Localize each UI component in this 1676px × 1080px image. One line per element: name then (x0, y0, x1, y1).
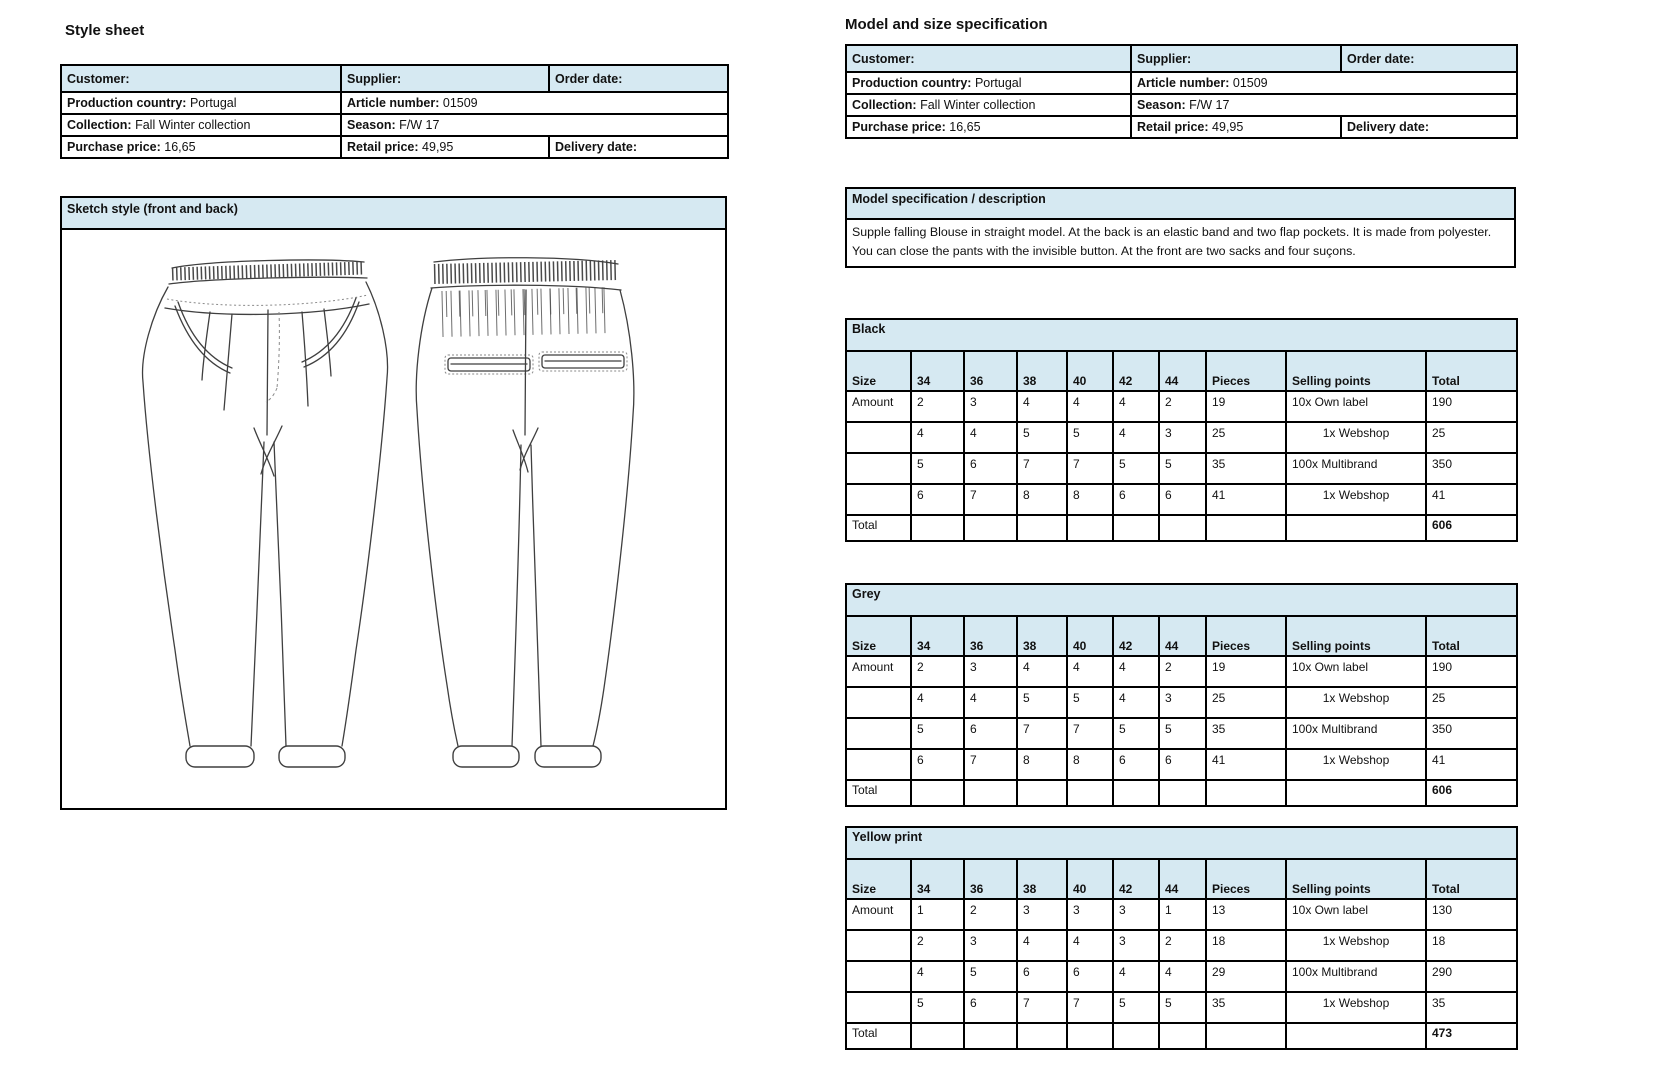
column-header: 34 (911, 859, 964, 899)
selling-points-cell: 1x Webshop (1286, 930, 1426, 961)
column-header-row (846, 616, 1517, 656)
row-label-cell: Amount (846, 899, 911, 930)
retail-price-cell: Retail price: 49,95 (341, 136, 549, 158)
size-amount-cell: 6 (1017, 961, 1067, 992)
size-amount-cell: 4 (1159, 961, 1206, 992)
row-label-cell (846, 687, 911, 718)
row-label-cell (846, 930, 911, 961)
column-header: Selling points (1286, 859, 1426, 899)
empty-cell (1159, 515, 1206, 541)
size-amount-cell: 4 (1113, 656, 1159, 687)
column-header: Size (846, 616, 911, 656)
size-amount-cell: 5 (1017, 422, 1067, 453)
customer-cell (846, 45, 1131, 72)
size-amount-cell: 4 (1067, 656, 1113, 687)
size-amount-cell: 8 (1067, 484, 1113, 515)
column-header-row (846, 351, 1517, 391)
pieces-cell: 35 (1206, 992, 1286, 1023)
order-date-cell (1341, 45, 1517, 72)
table-row (846, 749, 1517, 780)
pieces-cell: 41 (1206, 484, 1286, 515)
size-amount-cell: 3 (964, 391, 1017, 422)
column-header: 44 (1159, 351, 1206, 391)
size-amount-cell: 3 (1113, 930, 1159, 961)
total-cell: 190 (1426, 656, 1517, 687)
delivery-date-cell (549, 136, 728, 158)
column-header: 42 (1113, 859, 1159, 899)
empty-cell (1286, 780, 1426, 806)
order-info-table-left (60, 64, 729, 159)
color-name-row (846, 319, 1517, 351)
collection-value: Fall Winter collection (135, 118, 251, 132)
selling-points-cell: 100x Multibrand (1286, 961, 1426, 992)
pieces-cell: 35 (1206, 718, 1286, 749)
empty-cell (911, 1023, 964, 1049)
selling-points-cell: 1x Webshop (1286, 687, 1426, 718)
selling-points-cell: 10x Own label (1286, 656, 1426, 687)
grand-total-cell: 606 (1426, 780, 1517, 806)
supplier-label: Supplier: (1137, 51, 1192, 66)
size-amount-cell: 2 (911, 930, 964, 961)
size-amount-cell: 6 (1113, 484, 1159, 515)
size-amount-cell: 5 (964, 961, 1017, 992)
size-amount-cell: 6 (964, 718, 1017, 749)
table-row (846, 116, 1517, 138)
size-amount-cell: 3 (1017, 899, 1067, 930)
total-cell: 130 (1426, 899, 1517, 930)
row-label-cell (846, 961, 911, 992)
empty-cell (1206, 780, 1286, 806)
order-date-label: Order date: (1347, 51, 1415, 66)
size-amount-cell: 6 (1113, 749, 1159, 780)
style-sheet-section (60, 22, 727, 810)
row-label-cell (846, 749, 911, 780)
column-header: 42 (1113, 351, 1159, 391)
model-description-title: Model specification / description (845, 187, 1516, 220)
sketch-box (60, 196, 727, 810)
table-row (61, 92, 728, 114)
column-header: Pieces (1206, 351, 1286, 391)
empty-cell (1067, 780, 1113, 806)
size-amount-cell: 7 (1017, 992, 1067, 1023)
column-header: 40 (1067, 616, 1113, 656)
size-table-grey (845, 583, 1518, 807)
size-amount-cell: 4 (1017, 391, 1067, 422)
collection-cell: Collection: Fall Winter collection (846, 94, 1131, 116)
total-cell: 290 (1426, 961, 1517, 992)
table-row (846, 930, 1517, 961)
size-amount-cell: 5 (1067, 687, 1113, 718)
selling-points-cell: 100x Multibrand (1286, 453, 1426, 484)
size-amount-cell: 4 (1113, 961, 1159, 992)
size-amount-cell: 7 (964, 749, 1017, 780)
row-label-cell (846, 484, 911, 515)
size-amount-cell: 3 (964, 930, 1017, 961)
season-value: F/W 17 (1189, 98, 1230, 112)
size-amount-cell: 4 (1113, 391, 1159, 422)
size-amount-cell: 6 (1159, 484, 1206, 515)
empty-cell (911, 515, 964, 541)
production-country-value: Portugal (974, 76, 1022, 90)
column-header: 44 (1159, 859, 1206, 899)
column-header: 34 (911, 351, 964, 391)
size-amount-cell: 6 (964, 992, 1017, 1023)
pants-sketch-svg (62, 230, 725, 808)
empty-cell (1113, 1023, 1159, 1049)
article-number-value: 01509 (1232, 76, 1268, 90)
purchase-price-cell: Purchase price: 16,65 (846, 116, 1131, 138)
size-amount-cell: 5 (1159, 718, 1206, 749)
row-label-cell (846, 992, 911, 1023)
column-header: Size (846, 351, 911, 391)
empty-cell (1159, 1023, 1206, 1049)
order-info-table-right (845, 44, 1518, 139)
column-header: Total (1426, 859, 1517, 899)
size-amount-cell: 6 (911, 749, 964, 780)
delivery-date-label: Delivery date: (1347, 120, 1429, 134)
table-row (846, 656, 1517, 687)
pieces-cell: 41 (1206, 749, 1286, 780)
size-amount-cell: 2 (911, 391, 964, 422)
size-amount-cell: 6 (964, 453, 1017, 484)
size-amount-cell: 5 (1113, 992, 1159, 1023)
article-number-cell: Article number: 01509 (1131, 72, 1517, 94)
production-country-value: Portugal (189, 96, 237, 110)
size-amount-cell: 5 (911, 718, 964, 749)
size-amount-cell: 4 (1113, 687, 1159, 718)
model-size-spec-section (845, 16, 1516, 1050)
color-name: Grey (846, 584, 1517, 616)
pieces-cell: 25 (1206, 687, 1286, 718)
table-row (846, 391, 1517, 422)
size-amount-cell: 6 (911, 484, 964, 515)
size-amount-cell: 3 (1113, 899, 1159, 930)
pieces-cell: 25 (1206, 422, 1286, 453)
customer-label: Customer: (67, 71, 130, 86)
column-header: Total (1426, 351, 1517, 391)
column-header: 36 (964, 351, 1017, 391)
size-amount-cell: 4 (911, 961, 964, 992)
size-amount-cell: 2 (1159, 930, 1206, 961)
pieces-cell: 19 (1206, 391, 1286, 422)
size-amount-cell: 1 (1159, 899, 1206, 930)
purchase-price-value: 16,65 (164, 140, 196, 154)
table-row (846, 45, 1517, 72)
pieces-cell: 19 (1206, 656, 1286, 687)
delivery-date-cell (1341, 116, 1517, 138)
size-amount-cell: 5 (911, 453, 964, 484)
table-row (61, 136, 728, 158)
size-amount-cell: 8 (1017, 749, 1067, 780)
column-header: 38 (1017, 859, 1067, 899)
empty-cell (1206, 515, 1286, 541)
season-cell: Season: F/W 17 (341, 114, 728, 136)
size-amount-cell: 8 (1017, 484, 1067, 515)
column-header: 42 (1113, 616, 1159, 656)
article-number-value: 01509 (442, 96, 478, 110)
color-name-row (846, 584, 1517, 616)
selling-points-cell: 10x Own label (1286, 899, 1426, 930)
size-amount-cell: 4 (1017, 656, 1067, 687)
grand-total-cell: 473 (1426, 1023, 1517, 1049)
size-amount-cell: 7 (1067, 992, 1113, 1023)
size-amount-cell: 1 (911, 899, 964, 930)
table-row (846, 453, 1517, 484)
size-amount-cell: 4 (964, 422, 1017, 453)
pieces-cell: 18 (1206, 930, 1286, 961)
size-amount-cell: 5 (1017, 687, 1067, 718)
order-date-cell (549, 65, 728, 92)
supplier-cell (341, 65, 549, 92)
total-cell: 25 (1426, 687, 1517, 718)
empty-cell (1017, 515, 1067, 541)
customer-cell (61, 65, 341, 92)
color-name: Black (846, 319, 1517, 351)
size-amount-cell: 7 (964, 484, 1017, 515)
empty-cell (964, 515, 1017, 541)
table-row (846, 961, 1517, 992)
size-amount-cell: 4 (964, 687, 1017, 718)
size-amount-cell: 5 (1113, 718, 1159, 749)
column-header: 40 (1067, 351, 1113, 391)
collection-value: Fall Winter collection (920, 98, 1036, 112)
retail-price-value: 49,95 (422, 140, 454, 154)
size-amount-cell: 7 (1017, 718, 1067, 749)
table-row (846, 422, 1517, 453)
table-row (846, 687, 1517, 718)
size-amount-cell: 8 (1067, 749, 1113, 780)
size-amount-cell: 3 (964, 656, 1017, 687)
total-label-cell: Total (846, 780, 911, 806)
table-row (846, 94, 1517, 116)
pieces-cell: 35 (1206, 453, 1286, 484)
total-cell: 350 (1426, 453, 1517, 484)
table-row (846, 718, 1517, 749)
column-header: Pieces (1206, 859, 1286, 899)
total-cell: 41 (1426, 749, 1517, 780)
model-description-box (845, 187, 1516, 268)
empty-cell (1017, 1023, 1067, 1049)
total-row (846, 515, 1517, 541)
delivery-date-label: Delivery date: (555, 140, 637, 154)
column-header: 40 (1067, 859, 1113, 899)
empty-cell (1286, 1023, 1426, 1049)
size-amount-cell: 4 (1113, 422, 1159, 453)
model-description-text: Supple falling Blouse in straight model. At the back is an elastic band and two flap pockets. It is made from polyester. You can close the pants with the invisible button. At the front are two sacks and four suçons. (845, 220, 1516, 268)
total-cell: 25 (1426, 422, 1517, 453)
empty-cell (1113, 780, 1159, 806)
size-amount-cell: 3 (1067, 899, 1113, 930)
total-cell: 190 (1426, 391, 1517, 422)
column-header: 36 (964, 616, 1017, 656)
size-amount-cell: 4 (1067, 391, 1113, 422)
column-header: 44 (1159, 616, 1206, 656)
size-amount-cell: 2 (1159, 391, 1206, 422)
total-cell: 18 (1426, 930, 1517, 961)
pants-front-sketch (143, 260, 388, 767)
size-amount-cell: 6 (1159, 749, 1206, 780)
row-label-cell (846, 718, 911, 749)
selling-points-cell: 1x Webshop (1286, 484, 1426, 515)
total-label-cell: Total (846, 515, 911, 541)
total-row (846, 780, 1517, 806)
size-amount-cell: 6 (1067, 961, 1113, 992)
table-row (846, 899, 1517, 930)
size-amount-cell: 5 (1159, 453, 1206, 484)
column-header: Pieces (1206, 616, 1286, 656)
style-sheet-title: Style sheet (65, 22, 145, 39)
size-amount-cell: 2 (911, 656, 964, 687)
color-name: Yellow print (846, 827, 1517, 859)
size-amount-cell: 4 (911, 422, 964, 453)
selling-points-cell: 100x Multibrand (1286, 718, 1426, 749)
total-cell: 350 (1426, 718, 1517, 749)
row-label-cell (846, 453, 911, 484)
table-row (61, 114, 728, 136)
row-label-cell (846, 422, 911, 453)
size-amount-cell: 3 (1159, 687, 1206, 718)
collection-cell: Collection: Fall Winter collection (61, 114, 341, 136)
color-name-row (846, 827, 1517, 859)
table-row (846, 992, 1517, 1023)
empty-cell (1286, 515, 1426, 541)
size-amount-cell: 5 (1113, 453, 1159, 484)
size-amount-cell: 2 (1159, 656, 1206, 687)
size-table-yellow-print (845, 826, 1518, 1050)
selling-points-cell: 1x Webshop (1286, 422, 1426, 453)
retail-price-cell: Retail price: 49,95 (1131, 116, 1341, 138)
purchase-price-cell: Purchase price: 16,65 (61, 136, 341, 158)
size-amount-cell: 4 (1067, 930, 1113, 961)
empty-cell (964, 1023, 1017, 1049)
production-country-cell: Production country: Portugal (846, 72, 1131, 94)
selling-points-cell: 1x Webshop (1286, 992, 1426, 1023)
empty-cell (964, 780, 1017, 806)
size-amount-cell: 4 (1017, 930, 1067, 961)
pieces-cell: 13 (1206, 899, 1286, 930)
empty-cell (911, 780, 964, 806)
row-label-cell: Amount (846, 391, 911, 422)
retail-price-value: 49,95 (1212, 120, 1244, 134)
size-table-black (845, 318, 1518, 542)
size-amount-cell: 3 (1159, 422, 1206, 453)
production-country-cell: Production country: Portugal (61, 92, 341, 114)
size-amount-cell: 7 (1017, 453, 1067, 484)
table-row (846, 72, 1517, 94)
size-tables (845, 318, 1516, 1050)
grand-total-cell: 606 (1426, 515, 1517, 541)
size-amount-cell: 5 (1159, 992, 1206, 1023)
column-header-row (846, 859, 1517, 899)
pieces-cell: 29 (1206, 961, 1286, 992)
model-size-spec-title: Model and size specification (845, 16, 1048, 33)
selling-points-cell: 10x Own label (1286, 391, 1426, 422)
selling-points-cell: 1x Webshop (1286, 749, 1426, 780)
column-header: Selling points (1286, 616, 1426, 656)
total-row (846, 1023, 1517, 1049)
column-header: 38 (1017, 351, 1067, 391)
total-cell: 41 (1426, 484, 1517, 515)
column-header: 36 (964, 859, 1017, 899)
column-header: 34 (911, 616, 964, 656)
season-cell: Season: F/W 17 (1131, 94, 1517, 116)
sketch-canvas (60, 230, 727, 810)
column-header: Selling points (1286, 351, 1426, 391)
empty-cell (1067, 515, 1113, 541)
total-cell: 35 (1426, 992, 1517, 1023)
season-value: F/W 17 (399, 118, 440, 132)
empty-cell (1159, 780, 1206, 806)
order-date-label: Order date: (555, 71, 623, 86)
customer-label: Customer: (852, 51, 915, 66)
table-row (61, 65, 728, 92)
row-label-cell: Amount (846, 656, 911, 687)
column-header: Total (1426, 616, 1517, 656)
empty-cell (1113, 515, 1159, 541)
size-amount-cell: 2 (964, 899, 1017, 930)
column-header: Size (846, 859, 911, 899)
supplier-cell (1131, 45, 1341, 72)
size-amount-cell: 7 (1067, 718, 1113, 749)
column-header: 38 (1017, 616, 1067, 656)
article-number-cell: Article number: 01509 (341, 92, 728, 114)
total-label-cell: Total (846, 1023, 911, 1049)
sketch-title: Sketch style (front and back) (60, 196, 727, 230)
size-amount-cell: 5 (1067, 422, 1113, 453)
empty-cell (1206, 1023, 1286, 1049)
empty-cell (1017, 780, 1067, 806)
purchase-price-value: 16,65 (949, 120, 981, 134)
size-amount-cell: 4 (911, 687, 964, 718)
size-amount-cell: 7 (1067, 453, 1113, 484)
supplier-label: Supplier: (347, 71, 402, 86)
pants-back-sketch (416, 258, 634, 767)
table-row (846, 484, 1517, 515)
empty-cell (1067, 1023, 1113, 1049)
size-amount-cell: 5 (911, 992, 964, 1023)
